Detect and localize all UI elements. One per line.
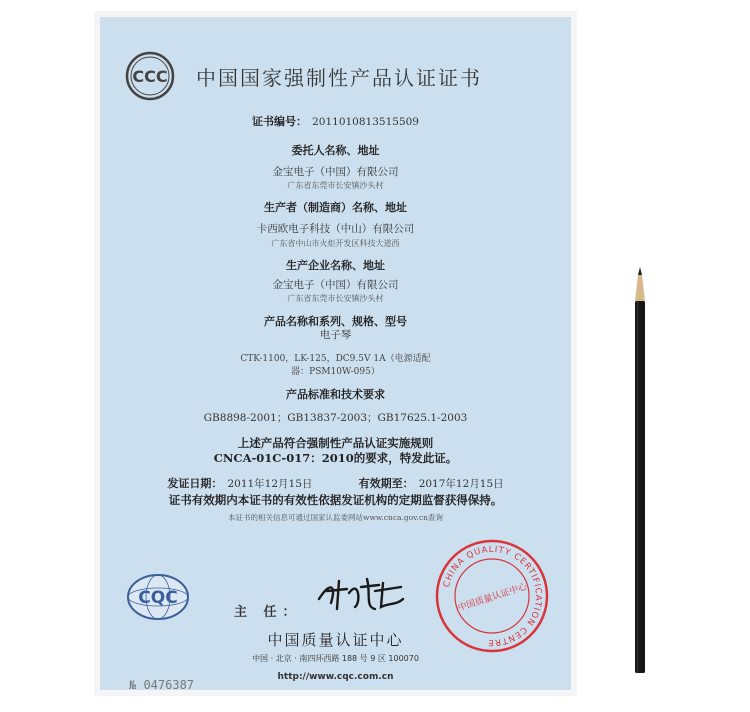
- issuer-address: 中国 · 北京 · 南四环西路 188 号 9 区 100070: [252, 654, 419, 663]
- info-note: 本证书的相关信息可通过国家认监委网站www.cnca.gov.cn查询: [228, 513, 443, 522]
- standards-list: GB8898-2001；GB13837-2003；GB17625.1-2003: [203, 412, 468, 424]
- valid-date: 2017年12月15日: [418, 478, 504, 490]
- issue-date-label: 发证日期：: [167, 477, 223, 490]
- applicant-name: 金宝电子（中国）有限公司: [272, 166, 399, 178]
- svg-text:中国质量认证中心: 中国质量认证中心: [456, 582, 529, 614]
- validity-note: 证书有效期内本证书的有效性依据发证机构的定期监督获得保持。: [168, 493, 503, 507]
- certificate-number: 2011010813515509: [312, 116, 419, 128]
- product-model-line-1: CTK-1100，LK-125，DC9.5V 1A（电源适配: [240, 354, 431, 364]
- svg-text:CHINA QUALITY CERTIFICATION CE: CHINA QUALITY CERTIFICATION CENTRE: [441, 544, 544, 648]
- director-label: 主 任：: [234, 605, 302, 620]
- issue-date: 2011年12月15日: [227, 478, 313, 490]
- svg-text:CQC: CQC: [138, 588, 178, 608]
- director-signature: [309, 573, 409, 613]
- compliance-line-1: 上述产品符合强制性产品认证实施规则: [237, 436, 434, 450]
- applicant-address: 广东省东莞市长安镇沙头村: [287, 181, 384, 190]
- factory-name: 金宝电子（中国）有限公司: [272, 279, 399, 291]
- manufacturer-name: 卡西欧电子科技（中山）有限公司: [256, 223, 415, 235]
- manufacturer-label: 生产者（制造商）名称、地址: [264, 201, 407, 214]
- serial-number: № 0476387: [129, 678, 195, 690]
- manufacturer-address: 广东省中山市火炬开发区科技大道西: [271, 239, 400, 248]
- number-label: 证书编号：: [252, 115, 307, 128]
- applicant-label: 委托人名称、地址: [291, 144, 380, 157]
- product-model-line-2: 器：PSM10W-095）: [291, 367, 380, 377]
- compliance-line-2: CNCA-01C-017：2010的要求，特发此证。: [213, 451, 458, 465]
- cqc-logo-icon: [126, 573, 190, 621]
- certificate-number-row: [101, 110, 570, 129]
- valid-date-label: 有效期至：: [358, 477, 414, 490]
- ccc-logo-icon: [125, 51, 175, 101]
- svg-text:CCC: CCC: [132, 67, 168, 86]
- issuer-website: http://www.cqc.com.cn: [277, 672, 394, 682]
- factory-address: 广东省东莞市长安镇沙头村: [287, 294, 384, 303]
- certificate-document: [100, 17, 571, 690]
- pencil-icon: [633, 267, 647, 673]
- standard-label: 产品标准和技术要求: [286, 388, 385, 401]
- product-label: 产品名称和系列、规格、型号: [264, 315, 407, 328]
- product-name: 电子琴: [319, 329, 352, 341]
- factory-label: 生产企业名称、地址: [286, 259, 385, 272]
- issuer-name: 中国质量认证中心: [267, 631, 404, 649]
- certificate-title: 中国国家强制性产品认证证书: [196, 66, 482, 90]
- date-row: [101, 472, 570, 491]
